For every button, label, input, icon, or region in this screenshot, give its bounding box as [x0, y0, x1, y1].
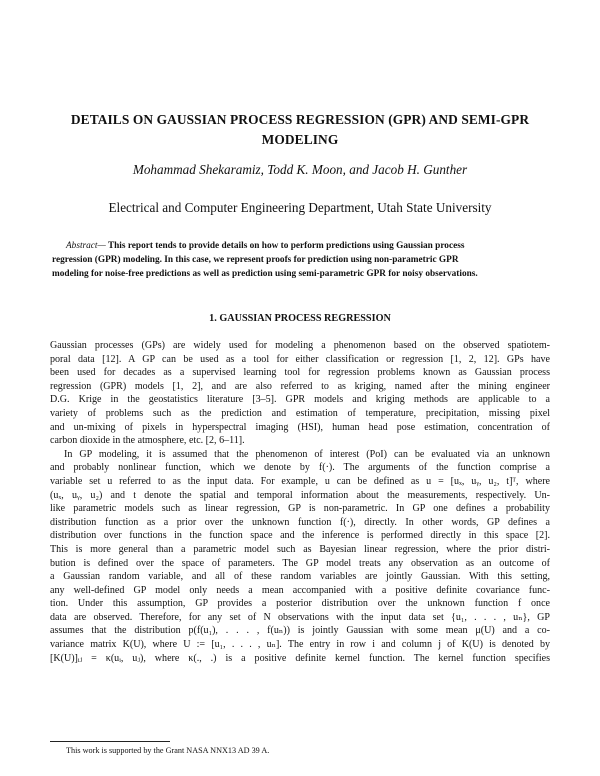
section-heading: 1. GAUSSIAN PROCESS REGRESSION: [209, 313, 391, 324]
body-line: distribution function as a prior over the unknown function f(·), directly. In other words, GP defines a: [50, 516, 550, 528]
body-line: like parametric models such as linear regression, GP is non-parametric. In GP one defines a probability: [50, 503, 550, 515]
body-line: a Gaussian random variable, and all of these random variables are jointly Gaussian. With this setting,: [50, 571, 550, 583]
body-line: carbon dioxide in the atmosphere, etc. [2, 6–11].: [50, 435, 245, 447]
body-line: and un-mixing of pixels in hyperspectral imaging (HSI), human head pose estimation, concentration of: [50, 421, 550, 433]
abstract-line: regression (GPR) modeling. In this case, we represent proofs for prediction using non-parametric GPR: [52, 255, 459, 265]
body-line: D.G. Krige in the geostatistics literature [3–5]. GPR models and kriging methods are applicable to a: [50, 394, 550, 406]
affiliation: Electrical and Computer Engineering Department, Utah State University: [108, 200, 492, 215]
body-line: and probably nonlinear function, which we denote by f(·). The arguments of the function comprise a: [50, 462, 550, 474]
body-line: Gaussian processes (GPs) are widely used for modeling a phenomenon based on the observed spatiotem-: [50, 340, 550, 351]
title-line-2: MODELING: [261, 132, 339, 147]
abstract-line: modeling for noise-free predictions as well as prediction using semi-parametric GPR for noisy observations.: [52, 269, 478, 279]
body-line: poral data [12]. A GP can be used as a tool for either classification or regression [1, 2, 12]. GPs have: [50, 353, 550, 365]
body-line: variety of problems such as the prediction and estimation of temperature, precipitation, missing pixel: [50, 407, 550, 419]
footnote-rule: [50, 741, 170, 742]
paper-title: [60, 110, 540, 150]
body-line: bution is defined over the space of parameters. The GP model treats any observation as an outcome of: [50, 557, 550, 569]
body-line: (uₓ, uᵧ, u₂) and t denote the spatial and temporal information about the measurements, respectively. Un-: [50, 489, 550, 501]
body-line: variable set u referred to as the input data. For example, u can be defined as u = [uₓ, uᵧ, u₂, t]ᵀ, where: [50, 475, 550, 487]
abstract: [52, 239, 548, 281]
body-line: variance matrix K(U), where U := [u₁, . . . , uₙ]. The entry in row i and column j of K(U) is denoted by: [50, 639, 550, 651]
abstract-lead: Abstract—: [66, 241, 106, 251]
body-line: [K(U)]ᵢⱼ = κ(uᵢ, uⱼ), where κ(., .) is a positive definite kernel function. The kernel function specifies: [50, 652, 550, 664]
footnote: This work is supported by the Grant NASA NNX13 AD 39 A.: [66, 746, 270, 755]
body-line: data are observed. Therefore, for any set of N observations with the input data set {u₁, . . . , uₙ}, GP: [50, 611, 550, 623]
body-line: any well-defined GP model only needs a mean accompanied with a positive definite covariance func-: [50, 584, 550, 596]
body-text: [50, 339, 550, 665]
body-line: In GP modeling, it is assumed that the phenomenon of interest (PoI) can be evaluated via an unknown: [64, 448, 550, 460]
body-line: been used for decades as a supervised learning tool for regression problems known as Gaussian process: [50, 367, 550, 379]
body-line: regression (GPR) models [1, 2], and are also referred to as kriging, named after the mining engineer: [50, 380, 550, 392]
title-line-1: DETAILS ON GAUSSIAN PROCESS REGRESSION (GPR) AND SEMI-GPR: [70, 112, 530, 127]
body-line: assumes that the distribution p(f(u₁), . . . , f(uₙ)) is jointly Gaussian with some mean μ(U) and a co-: [50, 625, 550, 637]
abstract-line: Abstract— This report tends to provide details on how to perform predictions using Gaussian process: [66, 241, 465, 251]
body-line: This is more general than a parametric model such as Bayesian linear regression, where the prior distri-: [50, 543, 550, 555]
author-list: Mohammad Shekaramiz, Todd K. Moon, and Jacob H. Gunther: [132, 162, 468, 177]
body-line: tion. Under this assumption, GP provides a posterior distribution over the unknown function f once: [50, 598, 550, 610]
body-line: distribution over functions in the function space and the inference is performed directly in this space [2].: [50, 530, 550, 542]
